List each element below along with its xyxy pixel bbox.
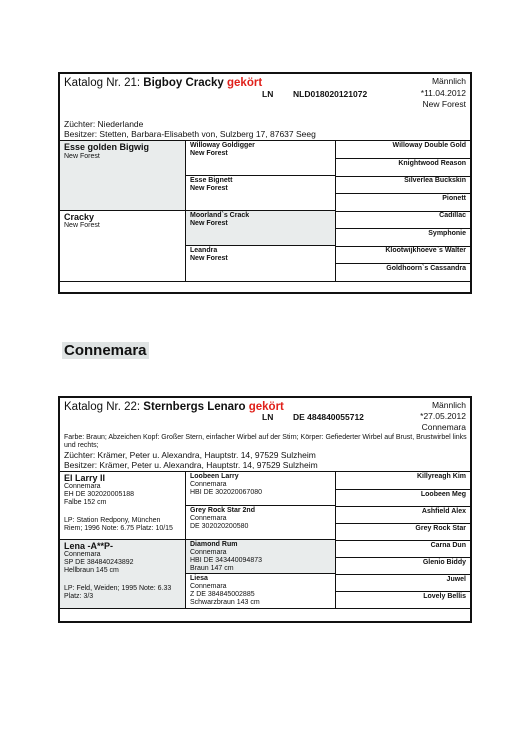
sire-sire-registration: HBI DE 302020067080: [190, 489, 262, 496]
dam-performance: LP: Feld, Weiden; 1995 Note: 6.33: [64, 585, 172, 592]
dam-dam-name: Leandra: [190, 247, 218, 254]
sire-breed: New Forest: [64, 153, 100, 160]
dam-dam-name: Liesa: [190, 575, 208, 582]
great-grandparent: Silverlea Buckskin: [404, 177, 466, 184]
sire-breed: Connemara: [64, 483, 101, 490]
sire-color-height: Falbe 152 cm: [64, 499, 107, 506]
great-grandparent: Loobeen Meg: [420, 491, 466, 498]
catalog-card-21: [58, 72, 472, 294]
sire-sire-name: Willoway Goldigger: [190, 142, 255, 149]
dam-sire-breed: Connemara: [190, 549, 227, 556]
breeder-line: Züchter: Krämer, Peter u. Alexandra, Hauptstr. 14, 97529 Sulzheim: [64, 450, 316, 460]
great-grandparent: Lovely Bellis: [423, 593, 466, 600]
breed-label: New Forest: [422, 99, 466, 109]
ln-number: NLD018020121072: [293, 89, 368, 99]
dam-name: Lena -A**P-: [64, 541, 114, 551]
catalog-card-22: [58, 396, 472, 623]
horse-name: Bigboy Cracky: [143, 77, 224, 89]
dam-dam-color-height: Schwarzbraun 143 cm: [190, 599, 260, 606]
great-grandparent: Symphonie: [428, 230, 466, 237]
great-grandparent: Cadillac: [439, 212, 466, 219]
sire-dam-breed: New Forest: [190, 185, 228, 192]
owner-line: Besitzer: Stetten, Barbara-Elisabeth von, Sulzberg 17, 87637 Seeg: [64, 129, 316, 139]
dam-sire-name: Diamond Rum: [190, 541, 238, 548]
breed-label: Connemara: [421, 422, 466, 432]
sire-performance: LP: Station Redpony, München: [64, 517, 161, 524]
great-grandparent: Glenio Biddy: [422, 559, 466, 566]
birth-date: *11.04.2012: [420, 88, 466, 98]
catalog-heading: [64, 77, 262, 89]
pedigree-table: [60, 140, 470, 282]
ln-number: DE 484840055712: [293, 412, 364, 422]
sire-name: Esse golden Bigwig: [64, 142, 150, 152]
sire-dam-cell: [186, 506, 336, 540]
great-grandparent: Juwel: [446, 576, 466, 583]
color-description: Farbe: Braun; Abzeichen Kopf: Großer Stern, einfacher Wirbel auf der Stirn; Körper: Gefiederter Wirbel auf Brust, Brustwirbel links und rechts;: [64, 434, 467, 449]
status-label: gekört: [248, 401, 284, 413]
sire-dam-cell: [186, 176, 336, 211]
sex-label: Männlich: [431, 400, 466, 410]
sire-sire-cell: [186, 141, 336, 176]
great-grandparent: Grey Rock Star: [415, 525, 466, 532]
dam-dam-breed: Connemara: [190, 583, 227, 590]
sire-sire-breed: New Forest: [190, 150, 228, 157]
catalog-number: Katalog Nr. 22:: [64, 401, 141, 413]
dam-color-height: Hellbraun 145 cm: [64, 567, 119, 574]
dam-sire-name: Moorland`s Crack: [190, 212, 250, 219]
horse-name: Sternbergs Lenaro: [143, 401, 246, 413]
great-grandparent: Carna Dun: [430, 542, 466, 549]
sire-dam-registration: DE 302020200580: [190, 523, 249, 530]
owner-line: Besitzer: Krämer, Peter u. Alexandra, Hauptstr. 14, 97529 Sulzheim: [64, 460, 318, 470]
great-grandparent: Ashfield Alex: [421, 508, 466, 515]
sire-dam-breed: Connemara: [190, 515, 227, 522]
dam-sire-registration: HBI DE 343440094873: [190, 557, 262, 564]
pedigree-table: [60, 471, 470, 609]
catalog-heading: [64, 401, 284, 413]
great-grandparent: Knightwood Reason: [398, 160, 466, 167]
sire-name: El Larry II: [64, 473, 106, 483]
breeder-line: Züchter: Niederlande: [64, 119, 144, 129]
great-grandparent: Willoway Double Gold: [392, 142, 466, 149]
sire-sire-breed: Connemara: [190, 481, 227, 488]
great-grandparent: Klootwijkhoeve`s Walter: [385, 247, 466, 254]
dam-cell: [60, 540, 186, 608]
sire-registration: EH DE 302020005188: [64, 491, 135, 498]
dam-sire-cell: [186, 540, 336, 574]
dam-dam-cell: [186, 246, 336, 281]
dam-performance-note: Platz: 3/3: [64, 593, 94, 600]
sex-label: Männlich: [431, 76, 466, 86]
dam-dam-breed: New Forest: [190, 255, 228, 262]
great-grandparent: Goldhoorn`s Cassandra: [386, 265, 466, 272]
sire-cell: [60, 472, 186, 540]
dam-sire-color-height: Braun 147 cm: [190, 565, 234, 572]
sire-dam-name: Esse Bignett: [190, 177, 233, 184]
great-grandparent: Killyreagh Kim: [416, 473, 466, 480]
dam-sire-breed: New Forest: [190, 220, 228, 227]
dam-sire-cell: [186, 211, 336, 246]
sire-sire-cell: [186, 472, 336, 506]
dam-breed: Connemara: [64, 551, 101, 558]
status-label: gekört: [227, 77, 263, 89]
section-heading: Connemara: [64, 342, 147, 359]
sire-cell: [60, 141, 186, 211]
dam-name: Cracky: [64, 212, 95, 222]
dam-registration: SP DE 384840243892: [64, 559, 134, 566]
sire-dam-name: Grey Rock Star 2nd: [190, 507, 255, 514]
sire-performance-note: Riem; 1996 Note: 6.75 Platz: 10/15: [64, 525, 173, 532]
ln-label: LN: [262, 412, 274, 422]
dam-breed: New Forest: [64, 222, 100, 229]
dam-dam-cell: [186, 574, 336, 608]
great-grandparent: Pionett: [442, 195, 466, 202]
catalog-number: Katalog Nr. 21:: [64, 77, 141, 89]
ln-label: LN: [262, 89, 274, 99]
dam-cell: [60, 211, 186, 281]
sire-sire-name: Loobeen Larry: [190, 473, 239, 480]
birth-date: *27.05.2012: [420, 411, 466, 421]
dam-dam-registration: Z DE 384845002885: [190, 591, 255, 598]
